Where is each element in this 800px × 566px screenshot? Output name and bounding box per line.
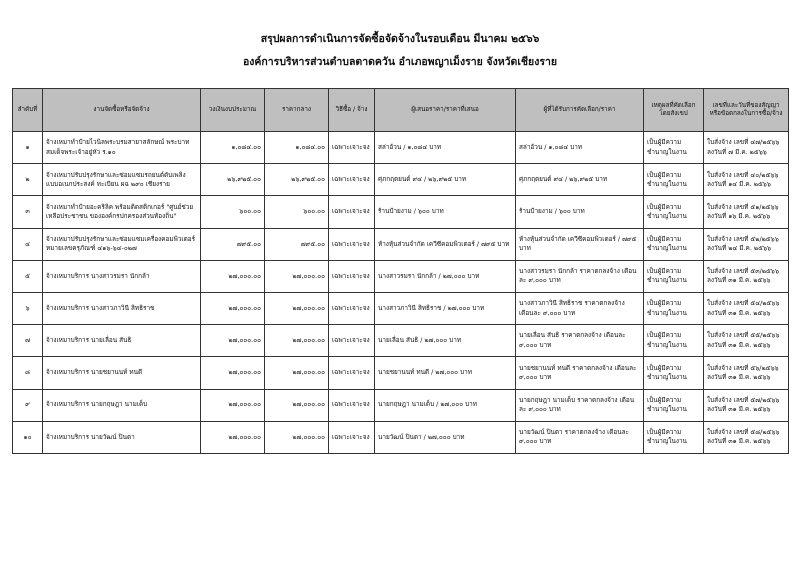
cell-budget: ๒๗,๐๐๐.๐๐ [201,421,265,453]
cell-work: จ้างเหมาบริการ นางสาวภาวินี สิทธิราช [43,292,201,324]
cell-no: ๕ [13,260,43,292]
header-work: งานจัดซื้อหรือจัดจ้าง [43,89,201,132]
cell-winner: นางสาวรมรา นักกล้า ราคาตกลงจ้าง เดือนละ ๙,๐๐๐ บาท [516,260,644,292]
cell-winner: ศุภกฤตยนต์ ๙๔ / ๒๖,๙๒๕ บาท [516,164,644,196]
cell-reason: เป็นผู้มีความชำนาญในงาน [644,196,704,228]
cell-bidders: สล่าอ้วน / ๑,๐๘๔ บาท [375,132,516,164]
cell-work: จ้างเหมาบริการ นายเลื่อน สันธิ [43,325,201,357]
cell-method: เฉพาะเจาะจง [329,164,375,196]
table-row [13,164,789,196]
cell-bidders: นางสาวรมรา นักกล้า / ๒๗,๐๐๐ บาท [375,260,516,292]
document-subtitle: องค์การบริหารส่วนตำบลตาดควัน อำเภอพญาเม็งราย จังหวัดเชียงราย [242,56,558,68]
cell-reason: เป็นผู้มีความชำนาญในงาน [644,357,704,389]
cell-winner: นายกฤษฎา นามเด็บ ราคาตกลงจ้าง เดือนละ ๙,๐๐๐ บาท [516,389,644,421]
cell-winner: นายเลื่อน สันธิ ราคาตกลงจ้าง เดือนละ ๙,๐๐๐ บาท [516,325,644,357]
cell-no: ๓ [13,196,43,228]
cell-work: จ้างเหมาปรับปรุงรักษาและซ่อมแซมเครื่องคอมพิวเตอร์ หมายเลขครุภัณฑ์ ๔๑๖-๖๔-๐๒๗ [43,228,201,260]
cell-contract: ใบสั่งจ้าง เลขที่ ๕๑/๒๕๖๖ ลงวันที่ ๑๖ มี.ค. ๒๕๖๖ [704,196,789,228]
cell-median-price: ๒๗,๐๐๐.๐๐ [265,260,329,292]
table-row [13,325,789,357]
table-row [13,292,789,324]
cell-contract: ใบสั่งจ้าง เลขที่ ๔๐/๒๕๖๖ ลงวันที่ ๑๔ มี.ค. ๒๕๖๖ [704,164,789,196]
cell-median-price: ๒๗,๐๐๐.๐๐ [265,389,329,421]
cell-method: เฉพาะเจาะจง [329,325,375,357]
header-bidders: ผู้เสนอราคา/ราคาที่เสนอ [375,89,516,132]
cell-winner: นายชยานนท์ ทนดี ราคาตกลงจ้าง เดือนละ ๙,๐๐๐ บาท [516,357,644,389]
procurement-table [12,88,789,454]
cell-work: จ้างเหมาบริการ นางสาวรมรา นักกล้า [43,260,201,292]
header-median-price: ราคากลาง [265,89,329,132]
cell-bidders: นายชยานนท์ ทนดี / ๒๗,๐๐๐ บาท [375,357,516,389]
cell-budget: ๒๗,๐๐๐.๐๐ [201,389,265,421]
cell-reason: เป็นผู้มีความชำนาญในงาน [644,164,704,196]
header-budget: วงเงินงบประมาณ [201,89,265,132]
cell-median-price: ๑,๐๘๔.๐๐ [265,132,329,164]
table-body [13,132,789,454]
cell-bidders: นายเลื่อน สันธิ / ๒๗,๐๐๐ บาท [375,325,516,357]
table-row [13,228,789,260]
cell-bidders: ห้างหุ้นส่วนจำกัด เควีซีคอมพิวเตอร์ / ๗๙๕ บาท [375,228,516,260]
cell-method: เฉพาะเจาะจง [329,196,375,228]
cell-median-price: ๒๗,๐๐๐.๐๐ [265,357,329,389]
cell-method: เฉพาะเจาะจง [329,260,375,292]
cell-work: จ้างเหมาทำป้ายไวนิลพระบรมสายาสลักษณ์ พระบาทสมเด็จพระเจ้าอยู่หัว ร.๑๐ [43,132,201,164]
table-row [13,260,789,292]
cell-budget: ๒๗,๐๐๐.๐๐ [201,260,265,292]
cell-budget: ๗๙๕.๐๐ [201,228,265,260]
table-header-row [13,89,789,132]
cell-budget: ๖๐๐.๐๐ [201,196,265,228]
header-contract: เลขที่และวันที่ของสัญญาหรือข้อตกลงในการซื้อ/จ้าง [704,89,789,132]
cell-budget: ๒๗,๐๐๐.๐๐ [201,325,265,357]
cell-winner: นายวัฒน์ ปินตา ราคาตกลงจ้าง เดือนละ ๙,๐๐๐ บาท [516,421,644,453]
cell-contract: ใบสั่งจ้าง เลขที่ ๕๖/๒๕๖๖ ลงวันที่ ๓๑ มี.ค. ๒๕๖๖ [704,357,789,389]
cell-median-price: ๗๙๕.๐๐ [265,228,329,260]
cell-method: เฉพาะเจาะจง [329,228,375,260]
cell-bidders: นางสาวภาวินี สิทธิราช / ๒๗,๐๐๐ บาท [375,292,516,324]
cell-median-price: ๒๗,๐๐๐.๐๐ [265,421,329,453]
table-row [13,389,789,421]
cell-contract: ใบสั่งจ้าง เลขที่ ๕๔/๒๕๖๖ ลงวันที่ ๓๑ มี.ค. ๒๕๖๖ [704,292,789,324]
header-no: ลำดับที่ [13,89,43,132]
cell-no: ๗ [13,325,43,357]
cell-budget: ๒๗,๐๐๐.๐๐ [201,357,265,389]
cell-median-price: ๒๗,๐๐๐.๐๐ [265,325,329,357]
table-row [13,357,789,389]
cell-work: จ้างเหมาบริการ นายวัฒน์ ปินตา [43,421,201,453]
header-method: วิธีซื้อ / จ้าง [329,89,375,132]
cell-contract: ใบสั่งจ้าง เลขที่ ๕๓/๒๕๖๖ ลงวันที่ ๓๑ มี.ค. ๒๕๖๖ [704,260,789,292]
cell-work: จ้างเหมาทำป้ายอะคริลิค พร้อมติดสติกเกอร์ "ศูนย์ช่วยเหลือประชาชน ขององค์กรปกครองส่วนท้องถิ่น" [43,196,201,228]
cell-bidders: นายกฤษฎา นามเด็บ / ๒๗,๐๐๐ บาท [375,389,516,421]
cell-winner: ห้างหุ้นส่วนจำกัด เควีซีคอมพิวเตอร์ / ๗๙๕ บาท [516,228,644,260]
cell-reason: เป็นผู้มีความชำนาญในงาน [644,260,704,292]
cell-reason: เป็นผู้มีความชำนาญในงาน [644,325,704,357]
cell-winner: สล่าอ้วน / ๑,๐๘๔ บาท [516,132,644,164]
cell-median-price: ๒๗,๐๐๐.๐๐ [265,292,329,324]
cell-budget: ๒๗,๐๐๐.๐๐ [201,292,265,324]
cell-bidders: นายวัฒน์ ปินตา / ๒๗,๐๐๐ บาท [375,421,516,453]
header-winner: ผู้ที่ได้รับการคัดเลือก/ราคา [516,89,644,132]
cell-no: ๑๐ [13,421,43,453]
cell-method: เฉพาะเจาะจง [329,389,375,421]
cell-reason: เป็นผู้มีความชำนาญในงาน [644,292,704,324]
cell-contract: ใบสั่งจ้าง เลขที่ ๕๘/๒๕๖๖ ลงวันที่ ๓๑ มี.ค. ๒๕๖๖ [704,421,789,453]
cell-winner: ร้านป้ายงาม / ๖๐๐ บาท [516,196,644,228]
cell-budget: ๑,๐๘๔.๐๐ [201,132,265,164]
cell-no: ๔ [13,228,43,260]
cell-no: ๑ [13,132,43,164]
cell-median-price: ๒๖,๙๒๕.๐๐ [265,164,329,196]
document-title: สรุปผลการดำเนินการจัดซื้อจัดจ้างในรอบเดือน มีนาคม ๒๕๖๖ [260,33,540,45]
cell-budget: ๒๖,๙๒๕.๐๐ [201,164,265,196]
table-row [13,132,789,164]
cell-contract: ใบสั่งจ้าง เลขที่ ๕๗/๒๕๖๖ ลงวันที่ ๓๑ มี.ค. ๒๕๖๖ [704,389,789,421]
table-row [13,196,789,228]
cell-bidders: ร้านป้ายงาม / ๖๐๐ บาท [375,196,516,228]
cell-work: จ้างเหมาปรับปรุงรักษาและซ่อมแซมรถยนต์ดับเพลิง แบบอเนกประสงค์ ทะเบียน ผฉ ๒๙๐ เชียงราย [43,164,201,196]
cell-median-price: ๖๐๐.๐๐ [265,196,329,228]
cell-work: จ้างเหมาบริการ นายกฤษฎา นามเด็บ [43,389,201,421]
cell-method: เฉพาะเจาะจง [329,132,375,164]
cell-method: เฉพาะเจาะจง [329,357,375,389]
cell-no: ๒ [13,164,43,196]
cell-method: เฉพาะเจาะจง [329,421,375,453]
table-row [13,421,789,453]
cell-contract: ใบสั่งจ้าง เลขที่ ๔๗/๒๕๖๖ ลงวันที่ ๗ มี.ค. ๒๕๖๖ [704,132,789,164]
cell-method: เฉพาะเจาะจง [329,292,375,324]
cell-bidders: ศุภกฤตยนต์ ๙๔ / ๒๖,๙๒๕ บาท [375,164,516,196]
cell-reason: เป็นผู้มีความชำนาญในงาน [644,228,704,260]
cell-no: ๖ [13,292,43,324]
cell-winner: นางสาวภาวินี สิทธิราช ราคาตกลงจ้าง เดือนละ ๙,๐๐๐ บาท [516,292,644,324]
cell-no: ๘ [13,357,43,389]
cell-reason: เป็นผู้มีความชำนาญในงาน [644,132,704,164]
cell-contract: ใบสั่งจ้าง เลขที่ ๕๕/๒๕๖๖ ลงวันที่ ๓๑ มี.ค. ๒๕๖๖ [704,325,789,357]
cell-reason: เป็นผู้มีความชำนาญในงาน [644,389,704,421]
cell-contract: ใบสั่งจ้าง เลขที่ ๕๒/๒๕๖๖ ลงวันที่ ๒๔ มี.ค. ๒๕๖๖ [704,228,789,260]
cell-no: ๙ [13,389,43,421]
cell-reason: เป็นผู้มีความชำนาญในงาน [644,421,704,453]
header-reason: เหตุผลที่คัดเลือกโดยสังเขป [644,89,704,132]
cell-work: จ้างเหมาบริการ นายชยานนท์ ทนดี [43,357,201,389]
